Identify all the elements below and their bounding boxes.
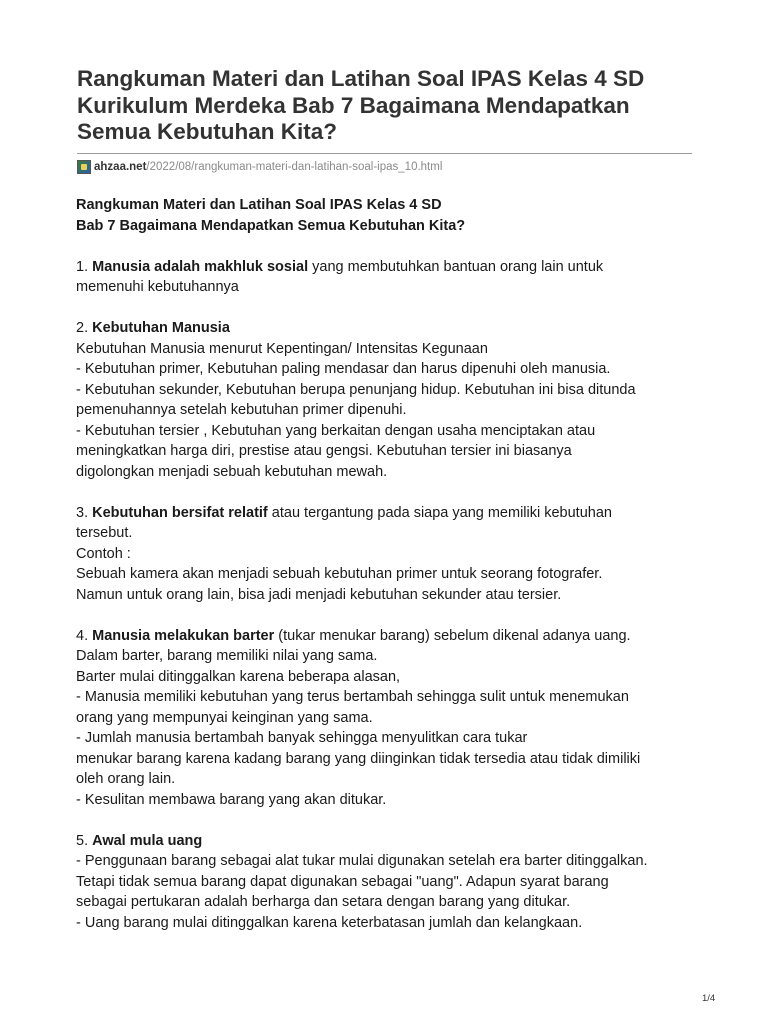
spacer [76, 482, 706, 503]
paragraph-line: - Kebutuhan primer, Kebutuhan paling mendasar dan harus dipenuhi oleh manusia. [76, 361, 611, 377]
paragraph-line: - Manusia memiliki kebutuhan yang terus bertambah sehingga sulit untuk menemukan [76, 689, 629, 705]
paragraph-line: Contoh : [76, 545, 131, 562]
section-1-lead: 1. Manusia adalah makhluk sosial yang membutuhkan bantuan orang lain untuk [76, 258, 604, 275]
section-5-lead: 5. Awal mula uang [76, 832, 203, 849]
paragraph-line: - Kebutuhan sekunder, Kebutuhan berupa penunjang hidup. Kebutuhan ini bisa ditunda [76, 381, 636, 398]
article-body [76, 195, 706, 933]
paragraph-line: memenuhi kebutuhannya [76, 279, 239, 295]
title-line: Kurikulum Merdeka Bab 7 Bagaimana Mendapatkan [77, 92, 630, 118]
paragraph-line: - Kebutuhan tersier , Kebutuhan yang berkaitan dengan usaha menciptakan atau [76, 422, 596, 439]
spacer [76, 810, 706, 831]
source-domain[interactable]: ahzaa.net [94, 161, 147, 173]
paragraph-line: pemenuhannya setelah kebutuhan primer dipenuhi. [76, 402, 407, 418]
heading-line: Rangkuman Materi dan Latihan Soal IPAS Kelas 4 SD [76, 197, 442, 213]
title-line: Rangkuman Materi dan Latihan Soal IPAS Kelas 4 SD [77, 66, 645, 91]
section-2-lead: 2. Kebutuhan Manusia [76, 320, 230, 336]
spacer [76, 298, 706, 319]
paragraph-line: meningkatkan harga diri, prestise atau gengsi. Kebutuhan tersier ini biasanya [76, 443, 572, 459]
paragraph-line: Kebutuhan Manusia menurut Kepentingan/ Intensitas Kegunaan [76, 340, 488, 357]
source-path[interactable]: /2022/08/rangkuman-materi-dan-latihan-soal-ipas_10.html [146, 161, 443, 173]
source-link[interactable] [77, 159, 442, 175]
paragraph-line: - Jumlah manusia bertambah banyak sehingga menyulitkan cara tukar [76, 730, 528, 746]
paragraph-line: Sebuah kamera akan menjadi sebuah kebutuhan primer untuk seorang fotografer. [76, 566, 603, 582]
paragraph-line: digolongkan menjadi sebuah kebutuhan mewah. [76, 463, 388, 480]
paragraph-line: - Penggunaan barang sebagai alat tukar mulai digunakan setelah era barter ditinggalkan. [76, 853, 648, 869]
paragraph-line: Tetapi tidak semua barang dapat digunakan sebagai "uang". Adapun syarat barang [76, 873, 609, 890]
title-divider [77, 153, 692, 154]
paragraph-line: menukar barang karena kadang barang yang diinginkan tidak tersedia atau tidak dimiliki [76, 750, 641, 767]
paragraph-line: Namun untuk orang lain, bisa jadi menjadi kebutuhan sekunder atau tersier. [76, 586, 562, 603]
paragraph-line: Dalam barter, barang memiliki nilai yang sama. [76, 648, 378, 664]
paragraph-line: - Kesulitan membawa barang yang akan ditukar. [76, 791, 387, 808]
section-5-heading: Awal mula uang [92, 832, 203, 849]
paragraph-line: orang yang mempunyai keinginan yang sama. [76, 709, 373, 726]
section-4-lead: 4. Manusia melakukan barter (tukar menukar barang) sebelum dikenal adanya uang. [76, 627, 631, 644]
paragraph-line: oleh orang lain. [76, 771, 176, 787]
section-3-lead: 3. Kebutuhan bersifat relatif atau tergantung pada siapa yang memiliki kebutuhan [76, 504, 612, 521]
spacer [76, 605, 706, 626]
title-line: Semua Kebutuhan Kita? [77, 119, 338, 144]
paragraph-line: - Uang barang mulai ditinggalkan karena keterbatasan jumlah dan kelangkaan. [76, 914, 583, 931]
paragraph-line: Barter mulai ditinggalkan karena beberapa alasan, [76, 668, 401, 685]
page-title [77, 66, 717, 146]
heading-line: Bab 7 Bagaimana Mendapatkan Semua Kebutuhan Kita? [76, 217, 466, 234]
page-number: 1/4 [702, 993, 716, 1004]
paragraph-line: sebagai pertukaran adalah berharga dan setara dengan barang yang ditukar. [76, 894, 571, 910]
paragraph-line: tersebut. [76, 525, 133, 541]
section-4-heading: Manusia melakukan barter [92, 627, 275, 644]
section-2-heading: Kebutuhan Manusia [92, 320, 230, 336]
section-1-heading: Manusia adalah makhluk sosial [92, 258, 309, 275]
spacer [76, 236, 706, 257]
section-3-heading: Kebutuhan bersifat relatif [92, 504, 268, 521]
site-favicon-icon [77, 160, 91, 174]
